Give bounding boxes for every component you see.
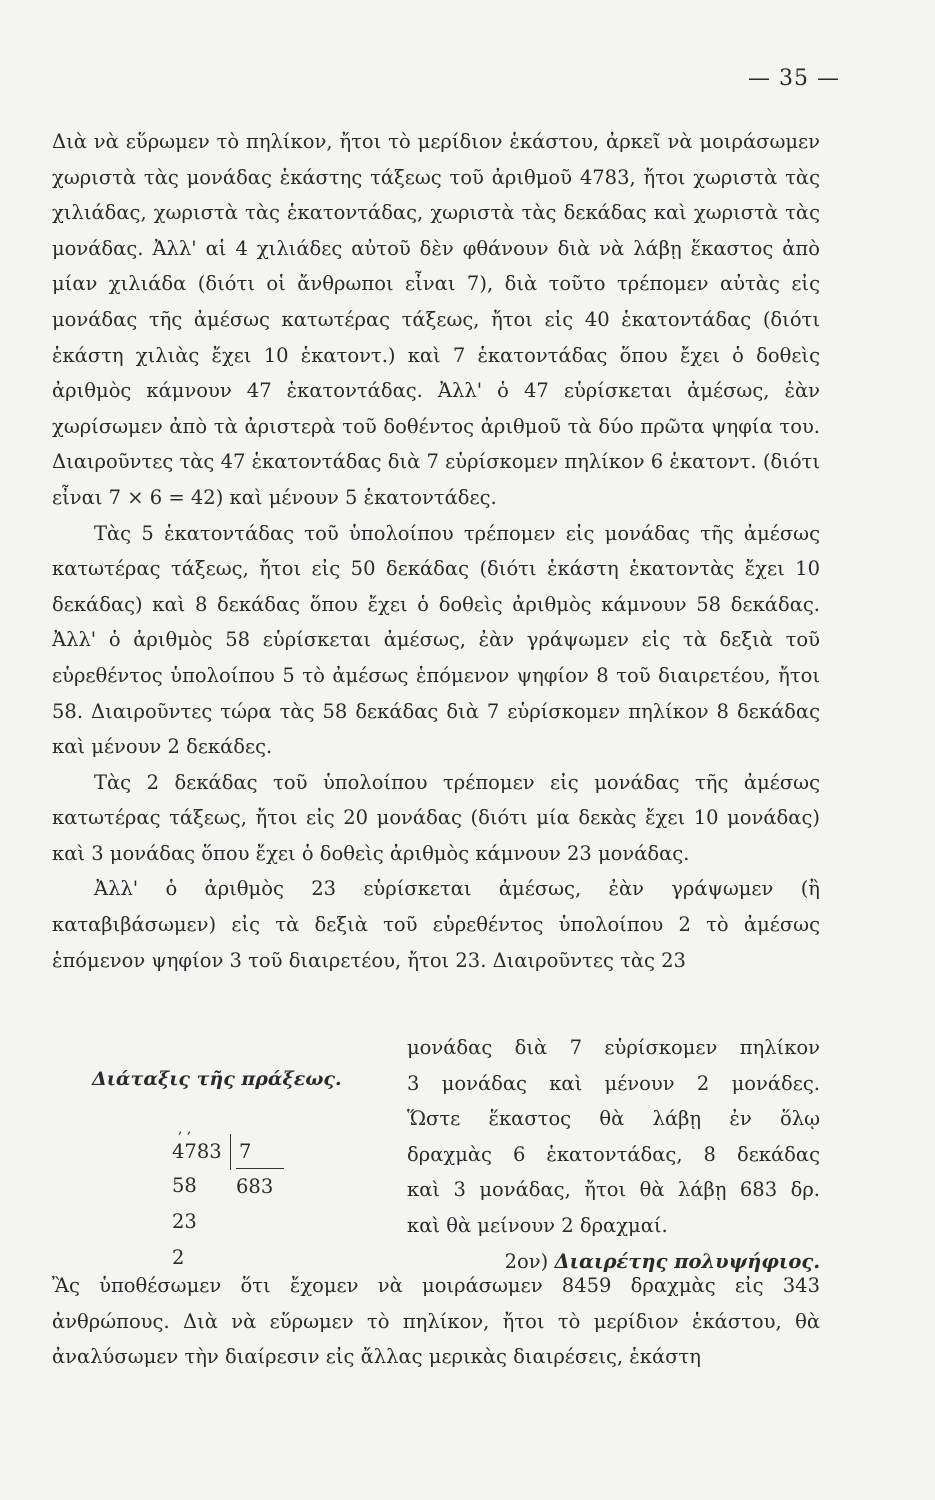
dividend: 4783: [172, 1140, 222, 1163]
side-title: Διάταξις τῆς πράξεως.: [92, 1068, 342, 1090]
text-line: 3 μονάδας καὶ μένουν 2 μονάδες.: [407, 1071, 820, 1095]
paragraph-1: Διὰ νὰ εὕρωμεν τὸ πηλίκον, ἤτοι τὸ μερίδιον ἑκάστου, ἀρκεῖ νὰ μοιράσωμεν χωριστὰ τὰς μονάδας ἑκάστης τάξεως τοῦ ἀριθμοῦ 4783, ἤτοι χωριστὰ τὰς χιλιάδας, χωριστὰ τὰς ἑκατοντάδας, χωριστὰ τὰς δεκάδας καὶ χωριστὰ τὰς μονάδας. Ἀλλ' αἱ 4 χιλιάδες αὐτοῦ δὲν φθάνουν διὰ νὰ λάβῃ ἕκαστος ἀπὸ μίαν χιλιάδα (διότι οἱ ἄνθρωποι εἶναι 7), διὰ τοῦτο τρέπομεν αὐτὰς εἰς μονάδας τῆς ἀμέσως κατωτέρας τάξεως, ἤτοι εἰς 40 ἑκατοντάδας (διότι ἑκάστη χιλιὰς ἔχει 10 ἑκατοντ.) καὶ 7 ἑκατοντάδας ὅπου ἔχει ὁ δοθεὶς ἀριθμὸς κάμνουν 47 ἑκατοντάδας. Ἀλλ' ὁ 47 εὑρίσκεται ἀμέσως, ἐὰν χωρίσωμεν ἀπὸ τὰ ἀριστερὰ τοῦ δοθέντος ἀριθμοῦ τὰ δύο πρῶτα ψηφία του. Διαιροῦντες τὰς 47 ἑκατοντάδας διὰ 7 εὑρίσκομεν πηλίκον 6 ἑκατοντ. (διότι εἶναι 7 × 6 = 42) καὶ μένουν 5 ἑκατοντάδες.: [52, 130, 820, 509]
paragraph-3: Τὰς 2 δεκάδας τοῦ ὑπολοίπου τρέπομεν εἰς μονάδας τῆς ἀμέσως κατωτέρας τάξεως, ἤτοι εἰς 20 μονάδας (διότι μία δεκὰς ἔχει 10 μονάδας) καὶ 3 μονάδας ὅπου ἔχει ὁ δοθεὶς ἀριθμὸς κάμνουν 23 μονάδας.: [52, 770, 820, 865]
paragraph-4: Ἀλλ' ὁ ἀριθμὸς 23 εὑρίσκεται ἀμέσως, ἐὰν γράψωμεν (ἢ καταβιβάσωμεν) εἰς τὰ δεξιὰ τοῦ εὑρεθέντος ὑπολοίπου 2 τὸ ἀμέσως ἑπόμενον ψηφίον 3 τοῦ διαιρετέου, ἤτοι 23. Διαιροῦντες τὰς 23: [52, 877, 820, 972]
text-line: καὶ θὰ μείνουν 2 δραχμαί.: [407, 1213, 668, 1237]
dividend-marks: , ,: [178, 1121, 192, 1137]
divisor: 7: [230, 1134, 251, 1170]
text-line: Ὥστε ἕκαστος θὰ λάβῃ ἐν ὅλῳ: [407, 1107, 820, 1131]
division-section: [52, 1030, 820, 1273]
body-text-bottom: [52, 1268, 820, 1375]
remainder-1: 58: [172, 1174, 197, 1197]
division-layout: [52, 1030, 392, 1269]
heading-number: 2ον): [504, 1249, 549, 1273]
paragraph-2: Τὰς 5 ἑκατοντάδας τοῦ ὑπολοίπου τρέπομεν εἰς μονάδας τῆς ἀμέσως κατωτέρας τάξεως, ἤτοι εἰς 50 δεκάδας (διότι ἑκάστη ἑκατοντὰς ἔχει 10 δεκάδας) καὶ 8 δεκάδας ὅπου ἔχει ὁ δοθεὶς ἀριθμὸς κάμνουν 58 δεκάδας. Ἀλλ' ὁ ἀριθμὸς 58 εὑρίσκεται ἀμέσως, ἐὰν γράψωμεν εἰς τὰ δεξιὰ τοῦ εὑρεθέντος ὑπολοίπου 5 τὸ ἀμέσως ἑπόμενον ψηφίον 8 τοῦ διαιρετέου, ἤτοι 58. Διαιροῦντες τώρα τὰς 58 δεκάδας διὰ 7 εὑρίσκομεν πηλίκον 8 δεκάδας καὶ μένουν 2 δεκάδες.: [52, 521, 820, 759]
paragraph-5: Ἂς ὑποθέσωμεν ὅτι ἔχομεν νὰ μοιράσωμεν 8459 δραχμὰς εἰς 343 ἀνθρώπους. Διὰ νὰ εὕρωμεν τὸ πηλίκον, ἤτοι τὸ μερίδιον ἑκάστου, θὰ ἀναλύσωμεν τὴν διαίρεσιν εἰς ἄλλας μερικὰς διαιρέσεις, ἑκάστη: [52, 1274, 820, 1369]
page-number: — 35 —: [748, 66, 840, 91]
heading-text: Διαιρέτης πολυψήφιος.: [554, 1249, 820, 1273]
text-line: μονάδας διὰ 7 εὑρίσκομεν πηλίκον: [407, 1036, 820, 1059]
text-line: καὶ 3 μονάδας, ἤτοι θὰ λάβῃ 683 δρ.: [407, 1178, 820, 1202]
remainder-2: 23: [172, 1210, 197, 1233]
quotient: 683: [236, 1168, 284, 1205]
division-explanation: [407, 1030, 820, 1279]
text-line: δραχμὰς 6 ἑκατοντάδας, 8 δεκάδας: [407, 1142, 820, 1166]
remainder-3: 2: [172, 1246, 185, 1269]
body-text-top: [52, 124, 820, 978]
